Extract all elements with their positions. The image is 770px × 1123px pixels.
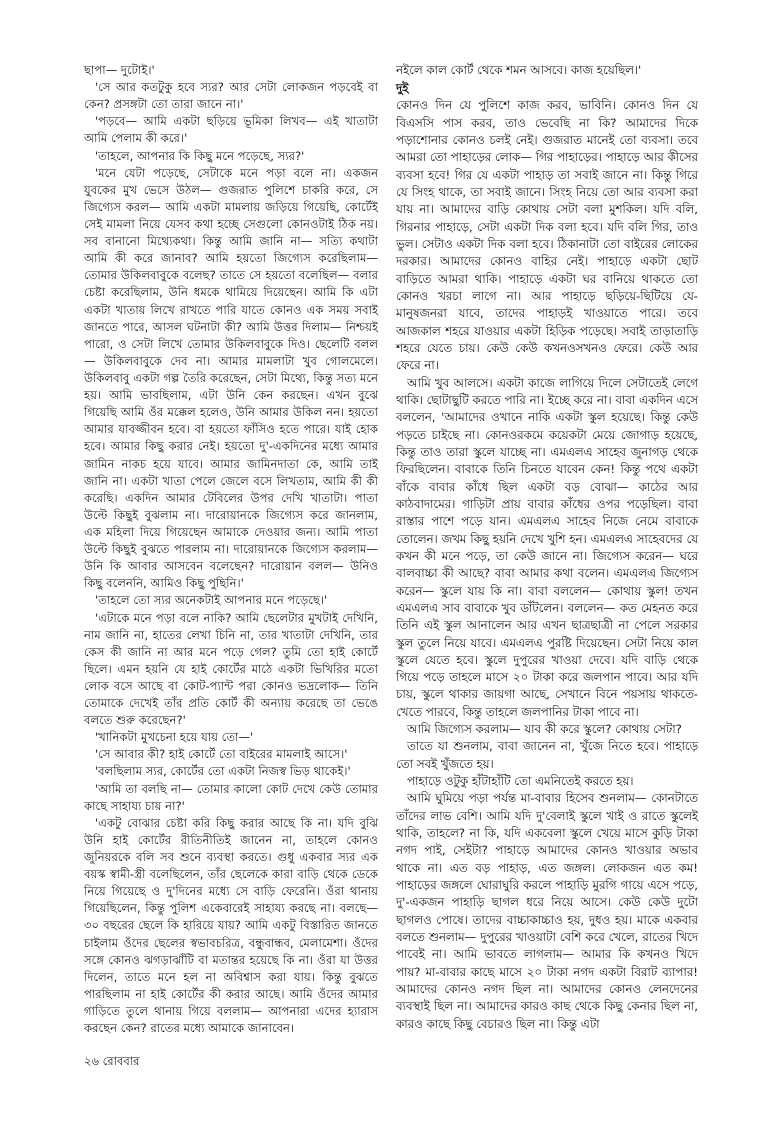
right-column	[396, 62, 698, 1033]
paragraph: আমি খুব আলসে। একটা কাজে লাগিয়ে দিলে সেটাতেই লেগে থাকি। ছোটাছুটি করতে পারি না। ইচ্ছে করে না। বাবা একদিন এসে বললেন, 'আমাদের ওখানে নাকি একটা স্কুল হয়েছে। কিন্তু কেউ পড়তে চাইছে না। কোনওরকমে কয়েকটা মেয়ে জোগাড় হয়েছে, কিন্তু তাও তারা স্কুলে যাচ্ছে না। এমএলএ সাহেব জুনাগড় থেকে ফিরছিলেন। বাবাকে তিনি চিনতে যাবেন কেন! কিন্তু পথে একটা বাঁকে বাবার কাঁধে ছিল একটা বড় বোঝা— কাঠের আর কাঠবাদামের। গাড়িটা প্রায় বাবার কাঁধের ওপর পড়েছিল। বাবা রাস্তার পাশে পড়ে যান। এমএলএ সাহেব নিজে নেমে বাবাকে তোলেন। জখম কিছু হয়নি দেখে খুশি হন। এমএলএ সাহেবদের যে কখন কী মনে পড়ে, তা কেউ জানে না। জিগ্যেস করেন— ঘরে বালবাচ্চা কী আছে? বাবা আমার কথা বলেন। এমএলএ জিগ্যেস করেন— স্কুলে যায় কি না। বাবা বললেন— কোথায় স্কুল! তখন এমএলএ সাব বাবাকে খুব ডাঁটলেন। বললেন— কত মেহনত করে তিনি এই স্কুল আনালেন আর এখন ছাত্রছাত্রী না পেলে সরকার স্কুল তুলে নিয়ে যাবে। এমএলএ পুরষ্টি দিয়েছেন। সেটা নিয়ে কাল স্কুলে যেতে হবে। স্কুলে দুপুরের খাওয়া দেবে। যদি বাড়ি থেকে গিয়ে পড়ে তাহলে মাসে ২০ টাকা করে জলপান পাবে। আর যদি চায়, স্কুলে থাকার জায়গা আছে, সেখানে বিনে পয়সায় থাকতে-খেতে পারবে, কিন্তু তাহলে জলপানির টাকা পাবে না।	[396, 375, 698, 719]
paragraph: 'সে আবার কী? হাই কোর্টে তো বাইরের মামলাই আসে।'	[95, 747, 348, 762]
paragraph: ছাপা— দুটোই।'	[84, 63, 155, 77]
paragraph: 'আমি তা বলছি না— তোমার কালো কোট দেখে কেউ তোমার কাছে সাহায্য চায় না?'	[84, 781, 378, 813]
paragraph: নইলে কাল কোর্ট থেকে শমন আসবে। কাজ হয়েছিল।'	[396, 63, 642, 77]
left-column	[84, 62, 378, 1037]
paragraph: 'খানিকটা মুখচেনা হয়ে যায় তো—'	[95, 730, 254, 745]
paragraph: আমি ঘুমিয়ে পড়া পর্যন্ত মা-বাবার হিসেব শুনলাম— কোনটাতে তাঁদের লাভ বেশি। আমি যদি দু'বেলাই স্কুলে খাই ও রাতে স্কুলেই থাকি, তাহলে? না কি, যদি একবেলা স্কুলে খেয়ে মাসে কুড়ি টাকা নগদ পাই, সেইটা? পাহাড়ে আমাদের কোনও খাওয়ার অভাব থাকে না। এত বড় পাহাড়, এত জঙ্গল। লোকজন এত কম! পাহাড়ের জঙ্গলে ঘোরাঘুরি করলে পাহাড়ি মুরগি গায়ে এসে পড়ে, দু'-একজন পাহাড়ি ছাগল ধরে নিয়ে আসে। কেউ কেউ দুটো ছাগলও পোষে। তাদের বাচ্চাকাচ্চাও হয়, দুধও হয়। মাকে একবার বলতে শুনলাম— দুপুরের খাওয়াটা বেশি করে খেলে, রাতের খিদে পাবেই না। আমি ভাবতে লাগলাম— আমার কি কখনও খিদে পায়? মা-বাবার কাছে মাসে ২০ টাকা নগদ একটা বিরাট ব্যাপার! আমাদের কোনও নগদ ছিল না। আমাদের কোনও লেনদেনের ব্যবস্থাই ছিল না। আমাদের কারও কাছ থেকে কিছু কেনার ছিল না, কারও কাছে কিছু বেচারও ছিল না। কিন্তু এটা	[396, 791, 698, 1031]
paragraph: 'তাহলে তো স্যর অনেকটাই আপনার মনে পড়েছে।'	[95, 593, 328, 608]
page-footer: ২৬ রোববার	[84, 1054, 140, 1068]
section-heading: দুই	[396, 81, 409, 96]
paragraph: আমি জিগ্যেস করলাম— যাব কী করে স্কুলে? কোথায় সেটা?	[407, 722, 682, 737]
paragraph: তাতে যা শুনলাম, বাবা জানেন না, খুঁজে নিতে হবে। পাহাড়ে তো সবই খুঁজতে হয়।	[396, 739, 698, 771]
paragraph: পাহাড়ে ওটুকু হাঁটাহাঁটি তো এমনিতেই করতে হয়।	[407, 774, 634, 789]
paragraph: 'এটাকে মনে পড়া বলে নাকি? আমি ছেলেটার মুখটাই দেখিনি, নাম জানি না, হাতের লেখা চিনি না, তার খাতাটা দেখিনি, তার কেস কী জানি না আর মনে পড়ে গেল? তুমি তো হাই কোর্টে ছিলে। এমন হয়নি যে হাই কোর্টের মাঠে একটা ভিখিরির মতো লোক বসে আছে বা কোট-প্যান্ট পরা কোনও ভদ্রলোক— তিনি তোমাকে দেখেই তাঁর প্রতি কোর্ট কী অন্যায় করেছে তা ভেঙে বলতে শুরু করেছেন?'	[84, 610, 378, 728]
paragraph: 'তাহলে, আপনার কি কিছু মনে পড়েছে, স্যর?'	[95, 148, 305, 163]
paragraph: 'একটু বোঝার চেষ্টা করি কিছু করার আছে কি না। যদি বুঝি উনি হাই কোর্টের রীতিনীতিই জানেন না, তাহলে কোনও জুনিয়রকে বলি সব শুনে ব্যবস্থা করতে। গুধু একবার স্যর এক বয়স্ক স্বামী-স্ত্রী বলেছিলেন, তাঁর ছেলেকে কারা বাড়ি থেকে ডেকে নিয়ে গিয়েছে ও দু'দিনের মধ্যে সে বাড়ি ফেরেনি। ওঁরা থানায় গিয়েছিলেন, কিন্তু পুলিশ একেবারেই সাহায্য করছে না। বলছে— ৩০ বছরের ছেলে কি হারিয়ে যায়? আমি একটু বিস্তারিত জানতে চাইলাম ওঁদের ছেলের স্বভাবচরিত্র, বন্ধুবান্ধব, মেলামেশা। ওঁদের সঙ্গে কোনও ঝগড়াঝাঁটি বা মতান্তর হয়েছে কি না। ওঁরা যা উত্তর দিলেন, তাতে মনে হল না অবিশ্বাস করা যায়। কিন্তু বুঝতে পারছিলাম না হাই কোর্টের কী করার আছে। আমি ওঁদের আমার গাড়িতে তুলে থানায় গিয়ে বললাম— আপনারা এদের হ্যারাস করছেন কেন? রাতের মধ্যে আমাকে জানাবেন।	[84, 815, 378, 1036]
paragraph: 'সে আর কতটুকু হবে স্যর? আর সেটা লোকজন পড়বেই বা কেন? প্রসঙ্গটা তো তারা জানে না।'	[84, 80, 378, 112]
paragraph: 'মনে যেটা পড়েছে, সেটাকে মনে পড়া বলে না। একজন যুবকের মুখ ভেসে উঠল— গুজরাত পুলিশে চাকরি করে, সে জিগ্যেস করল— আমি একটা মামলায় জড়িয়ে গিয়েছি, কোর্টেই সেই মামলা নিয়ে যেসব কথা হচ্ছে সেগুলো কোনওটাই ঠিক নয়। সব বানানো মিথ্যেকথা। কিন্তু আমি জানি না— সত্যি কথাটা আমি কী করে জানাব? আমি হয়তো জিগ্যেস করেছিলাম— তোমার উকিলবাবুকে বলেছ? তাতে সে হয়তো বলেছিল— বলার চেষ্টা করেছিলাম, উনি ধমকে থামিয়ে দিয়েছেন। আমি কি এটা একটা খাতায় লিখে রাখতে পারি যাতে কোনও এক সময় সবাই জানতে পারে, আসল ঘটনাটা কী? আমি উত্তর দিলাম— নিশ্চয়ই পারো, ও সেটা লিখে তোমার উকিলবাবুকে দিও। ছেলেটি বলল— উকিলবাবুকে দেব না। আমার মামলাটা খুব গোলমেলে। উকিলবাবু একটা গল্প তৈরি করেছেন, সেটা মিথ্যে, কিন্তু সত্য মনে হয়। আমি ভাবছিলাম, এটা উনি কেন করছেন। এখন বুঝে গিয়েছি আমি ওঁর মক্কেল হলেও, উনি আমার উকিল নন। হয়তো আমার যাবজ্জীবন হবে। বা হয়তো ফাঁসিও হতে পারে। যাই হোক হবে। আমার কিছু করার নেই। হয়তো দু'-একদিনের মধ্যে আমার জামিন নাকচ হয়ে যাবে। আমার জামিনদাতা কে, আমি তাই জানি না। একটা খাতা পেলে জেলে বসে লিখতাম, আমি কী কী করেছি। একদিন আমার টেবিলের উপর দেখি খাতাটা। পাতা উল্টে কিছুই বুঝলাম না। দারোয়ানকে জিগ্যেস করে জানলাম, এক মহিলা দিয়ে গিয়েছেন আমাকে দেওয়ার জন্য। আমি পাতা উল্টে কিছুই বুঝতে পারলাম না। দারোয়ানকে জিগ্যেস করলাম— উনি কি আবার আসবেন বলেছেন? দারোয়ান বলল— উনিও কিছু বলেননি, আমিও কিছু পুছিনি।'	[84, 165, 378, 591]
paragraph: 'বলছিলাম স্যর, কোর্টের তো একটা নিজস্ব ভিড় থাকেই।'	[95, 764, 351, 779]
paragraph: 'পড়বে— আমি একটা ছড়িয়ে ভূমিকা লিখব— এই খাতাটা আমি পেলাম কী করে।'	[84, 114, 378, 146]
paragraph: কোনও দিন যে পুলিশে কাজ করব, ভাবিনি। কোনও দিন যে বিএসসি পাস করব, তাও ভেবেছি না কি? আমাদের দিকে পড়াশোনার কোনও চলই নেই। গুজরাত মানেই তো ব্যবসা। তবে আমরা তো পাহাড়ের লোক— গির পাহাড়ের। পাহাড়ে আর কীসের ব্যবসা হবে! গির যে একটা পাহাড় তা সবাই জানে না। কিন্তু গিরে যে সিংহ থাকে, তা সবাই জানে। সিংহ নিয়ে তো আর ব্যবসা করা যায় না। আমাদের বাড়ি কোথায় সেটা বলা মুশকিল। যদি বলি, গিরনার পাহাড়ে, সেটা একটা দিক বলা হবে। যদি বলি গির, তাও ভুল। সেটাও একটা দিক বলা হবে। ঠিকানাটা তো বাইরের লোকের দরকার। আমাদের কোনও বাহির নেই। পাহাড়ে একটা ছোট বাড়িতে আমরা থাকি। পাহাড়ে একটা ঘর বানিয়ে থাকতে তো কোনও খরচা লাগে না। আর পাহাড়ে ছড়িয়ে-ছিটিয়ে যে-মানুষজনরা যাবে, তাদের পাহাড়ই খাওয়াতে পারে। তবে আজকাল শহরে যাওয়ার একটা হিড়িক পড়েছে। সবাই তাড়াতাড়ি শহরে যেতে চায়। কেউ কেউ কখনওসখনও ফেরে। কেউ আর ফেরে না।	[396, 98, 698, 373]
